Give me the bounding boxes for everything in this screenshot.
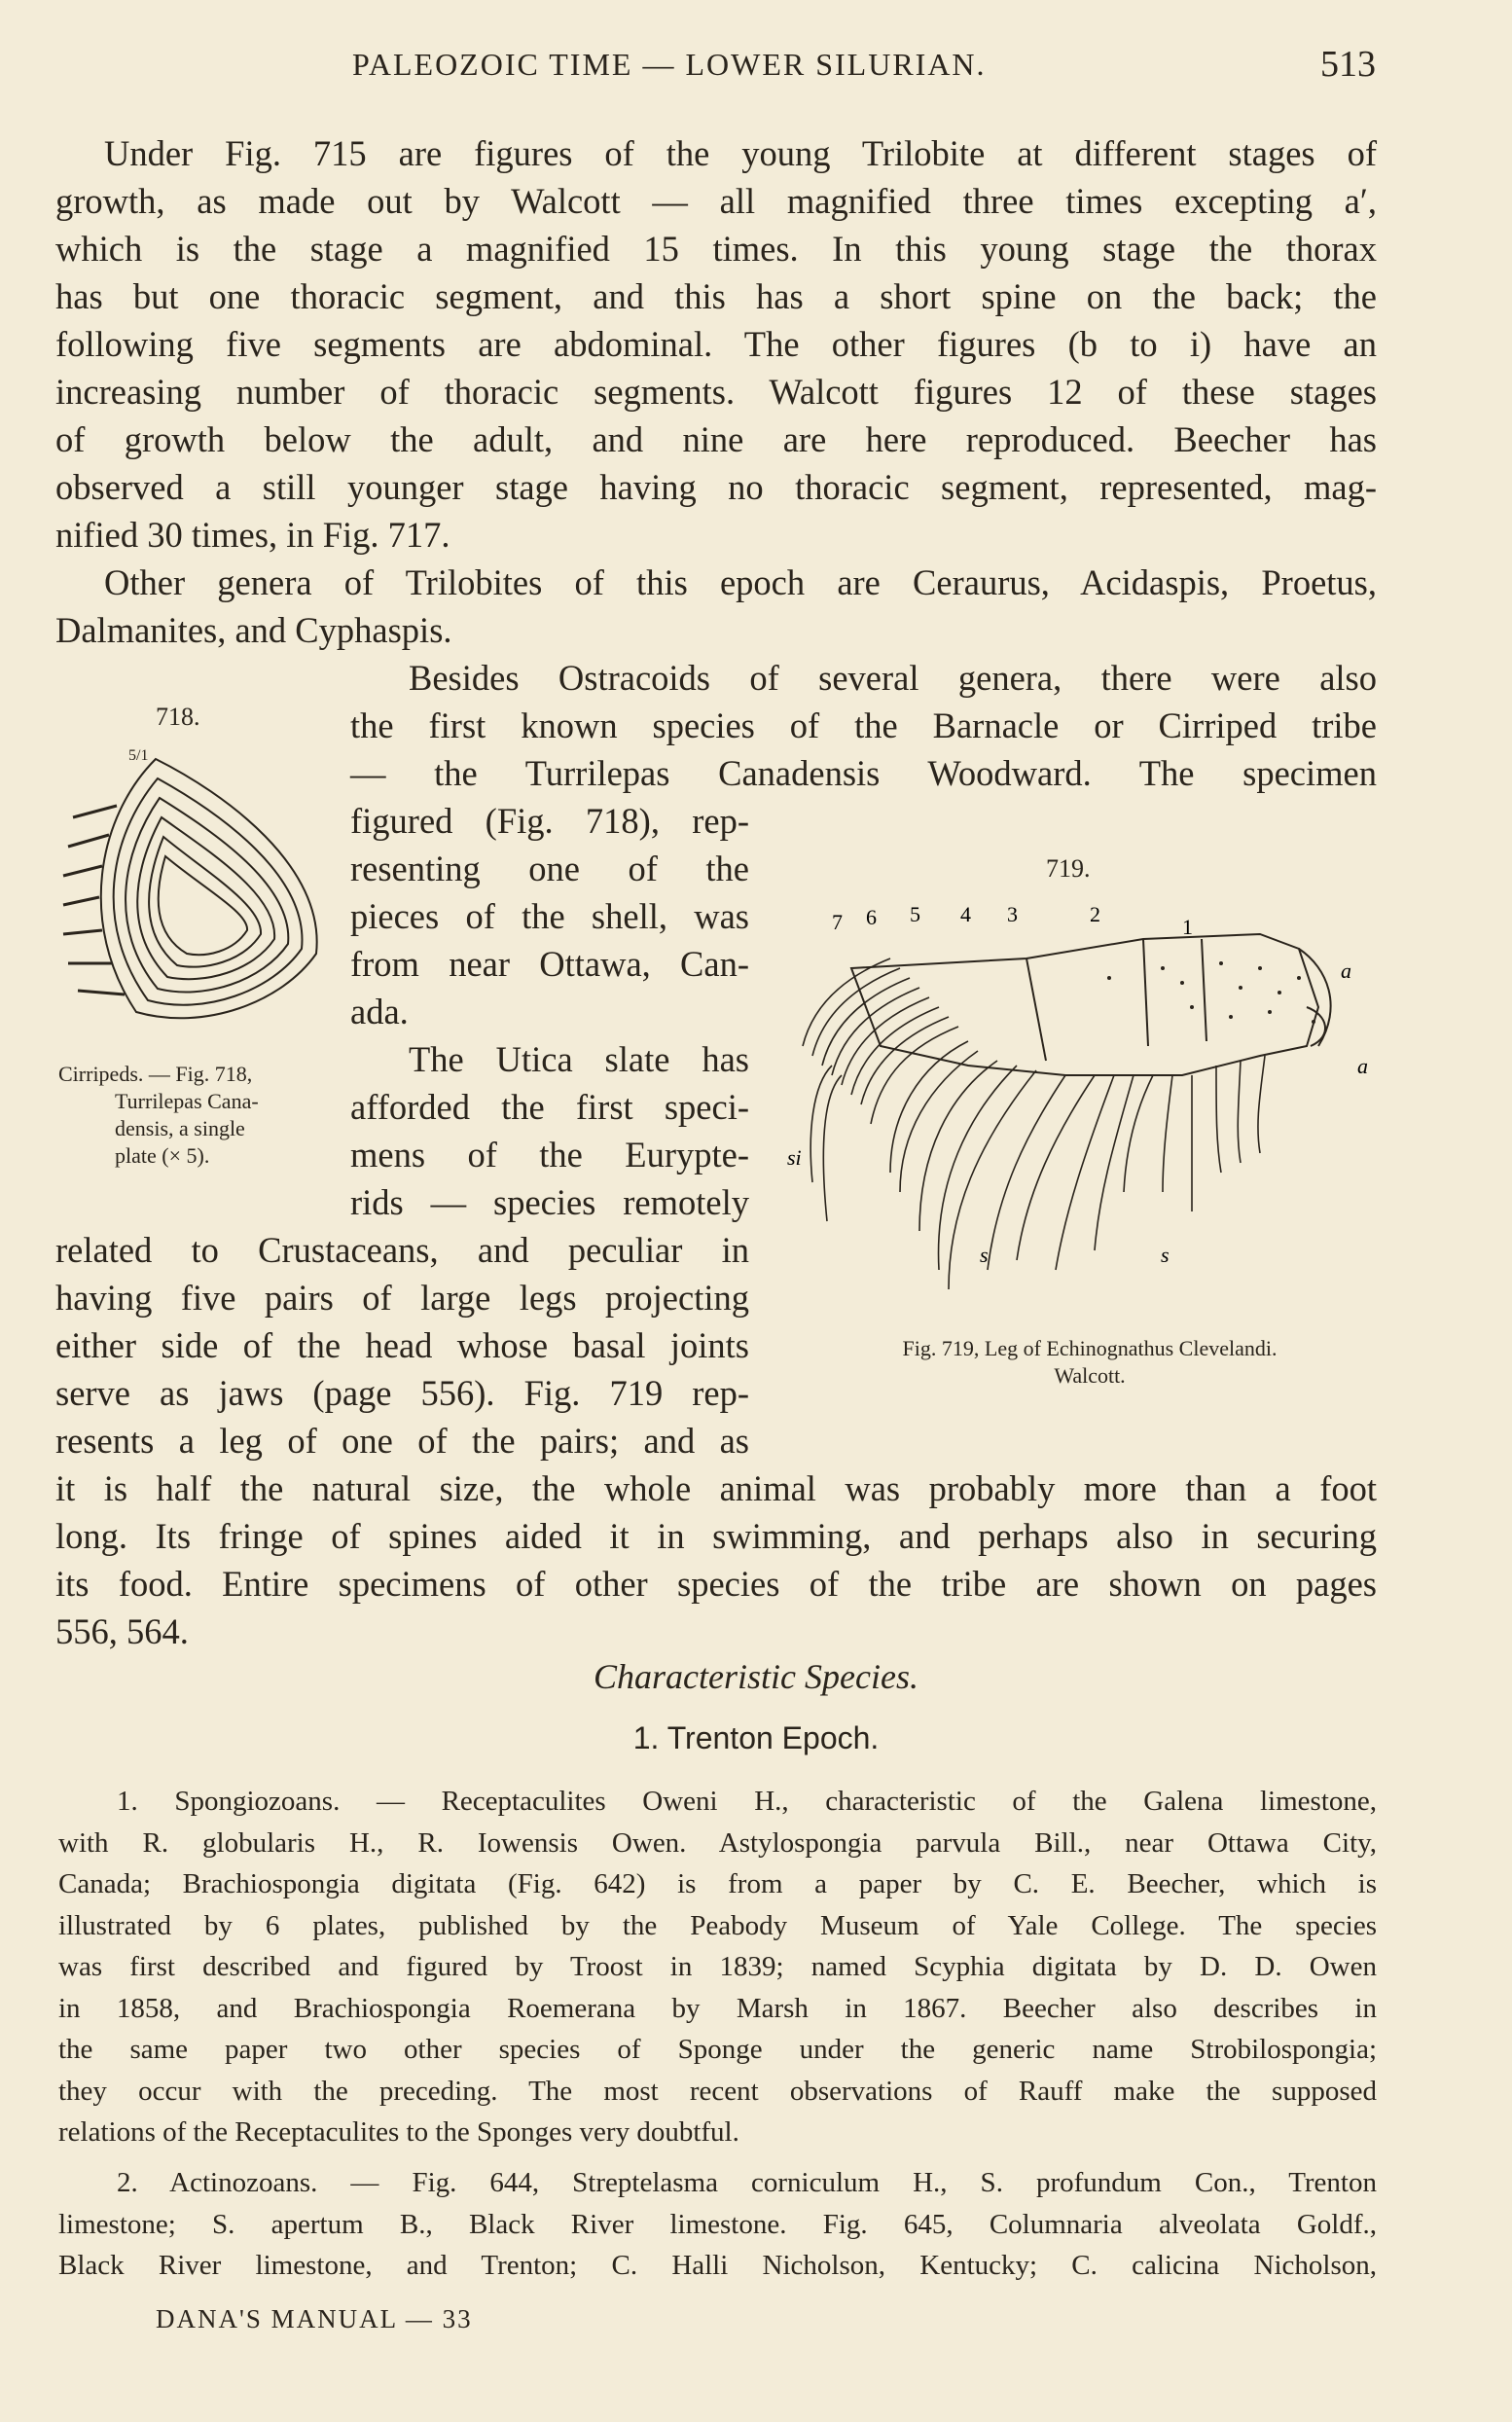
text-line: The Utica slate has: [409, 1039, 749, 1079]
segment-label: 3: [1007, 902, 1018, 926]
text-line: with R. globularis H., R. Iowensis Owen. Astylospongia parvula Bill., near Ottawa City,: [58, 1826, 1377, 1859]
paragraph-trilobite-growth: [55, 129, 1377, 559]
caption-line: Walcott.: [1054, 1363, 1126, 1388]
text-line: was first described and figured by Troost in 1839; named Scyphia digitata by D. D. Owen: [58, 1951, 1377, 1982]
text-line: in 1858, and Brachiospongia Roemerana by Marsh in 1867. Beecher also describes in: [58, 1992, 1377, 2024]
text-line: Canada; Brachiospongia digitata (Fig. 642) is from a paper by C. E. Beecher, which is: [58, 1868, 1377, 1899]
text-line: related to Crustaceans, and peculiar in: [55, 1230, 749, 1270]
text-line: either side of the head whose basal joints: [55, 1325, 749, 1365]
paragraph-eurypterids-mid: [55, 1226, 749, 1464]
text-line: 556, 564.: [55, 1611, 189, 1651]
part-label: a: [1357, 1054, 1368, 1078]
text-line: afforded the first speci-: [350, 1087, 749, 1127]
text-line: its food. Entire specimens of other species of the tribe are shown on pages: [55, 1564, 1377, 1604]
part-label: s: [980, 1243, 989, 1267]
text-line: 1. Spongiozoans. — Receptaculites Oweni H., characteristic of the Galena limestone,: [117, 1786, 1377, 1817]
text-line: growth, as made out by Walcott — all magnified three times excepting a′,: [55, 181, 1377, 221]
text-line: figured (Fig. 718), rep-: [350, 801, 749, 841]
part-label: s: [1161, 1243, 1170, 1267]
species-spongiozoans: [58, 1781, 1377, 2153]
text-line: the same paper two other species of Sponge under the generic name Strobilospongia;: [58, 2034, 1377, 2065]
text-line: rids — species remotely: [350, 1182, 749, 1222]
text-line: has but one thoracic segment, and this has a short spine on the back; the: [55, 276, 1377, 316]
text-line: 2. Actinozoans. — Fig. 644, Streptelasma corniculum H., S. profundum Con., Trenton: [117, 2167, 1377, 2198]
segment-label: 6: [866, 905, 877, 929]
segment-label: 4: [960, 902, 971, 926]
running-title: PALEOZOIC TIME — LOWER SILURIAN.: [352, 47, 987, 82]
text-line: resents a leg of one of the pairs; and as: [55, 1421, 749, 1461]
segment-label: 1: [1182, 915, 1193, 939]
text-line: which is the stage a magnified 15 times. In this young stage the thorax: [55, 229, 1377, 269]
species-actinozoans: [58, 2162, 1377, 2287]
segment-label: 5: [910, 902, 920, 926]
text-line: they occur with the preceding. The most recent observations of Rauff make the supposed: [58, 2075, 1377, 2107]
text-line: of growth below the adult, and nine are here reproduced. Beecher has: [55, 419, 1377, 459]
text-line: the first known species of the Barnacle or Cirriped tribe: [350, 705, 1377, 745]
text-line: Other genera of Trilobites of this epoch are Ceraurus, Acidaspis, Proetus,: [104, 562, 1377, 602]
text-line: from near Ottawa, Can-: [350, 944, 749, 984]
text-line: Under Fig. 715 are figures of the young Trilobite at different stages of: [104, 133, 1377, 173]
caption-line: densis, a single: [115, 1116, 245, 1140]
caption-line: Turrilepas Cana-: [115, 1089, 259, 1113]
text-line: serve as jaws (page 556). Fig. 719 rep-: [55, 1373, 749, 1413]
section-subtitle: 1. Trenton Epoch.: [632, 1720, 880, 1755]
section-title: Characteristic Species.: [594, 1657, 918, 1696]
figure-719-caption: [798, 1335, 1382, 1390]
text-line: following five segments are abdominal. The other figures (b to i) have an: [55, 324, 1377, 364]
text-line: Black River limestone, and Trenton; C. Halli Nicholson, Kentucky; C. calicina Nicholson,: [58, 2250, 1377, 2281]
text-line: it is half the natural size, the whole animal was probably more than a foot: [55, 1468, 1377, 1508]
figure-719-number: 719.: [1046, 854, 1091, 883]
paragraph-eurypterids-full: [55, 1464, 1377, 1655]
caption-line: Fig. 719, Leg of Echinognathus Clevelandi.: [902, 1336, 1278, 1360]
paragraph-eurypterids-narrow: [350, 1035, 749, 1226]
caption-line: Cirripeds. — Fig. 718,: [58, 1062, 253, 1086]
text-line: resenting one of the: [350, 849, 749, 888]
text-line: ada.: [350, 992, 409, 1031]
text-line: having five pairs of large legs projecting: [55, 1278, 749, 1318]
paragraph-barnacle-wide: [350, 654, 1377, 797]
text-line: long. Its fringe of spines aided it in swimming, and perhaps also in securing: [55, 1516, 1377, 1556]
stippling: [1107, 961, 1315, 1024]
figure-718-scale: 5/1: [128, 747, 149, 764]
running-head: [0, 44, 1512, 95]
eurypterid-leg-illustration: [774, 900, 1377, 1319]
text-line: limestone; S. apertum B., Black River limestone. Fig. 645, Columnaria alveolata Goldf.,: [58, 2208, 1377, 2240]
paragraph-other-genera: [55, 559, 1377, 654]
part-label: si: [787, 1145, 802, 1170]
text-line: observed a still younger stage having no thoracic segment, represented, mag-: [55, 467, 1377, 507]
text-line: illustrated by 6 plates, published by the Peabody Museum of Yale College. The species: [58, 1909, 1377, 1941]
text-line: Besides Ostracoids of several genera, there were also: [409, 658, 1377, 698]
part-label: a: [1341, 958, 1351, 983]
figure-718-caption: [58, 1061, 331, 1170]
text-line: — the Turrilepas Canadensis Woodward. The specimen: [350, 753, 1377, 793]
segment-label: 7: [832, 910, 843, 934]
barnacle-plate-illustration: [58, 740, 350, 1041]
text-line: increasing number of thoracic segments. Walcott figures 12 of these stages: [55, 372, 1377, 412]
text-line: mens of the Eurypte-: [350, 1135, 749, 1175]
text-line: Dalmanites, and Cyphaspis.: [55, 610, 452, 650]
text-line: pieces of the shell, was: [350, 896, 749, 936]
figure-718-number: 718.: [156, 703, 200, 731]
caption-line: plate (× 5).: [115, 1143, 210, 1168]
paragraph-barnacle-narrow: [350, 797, 749, 1035]
text-line: relations of the Receptaculites to the Sponges very doubtful.: [58, 2116, 739, 2148]
segment-label: 2: [1090, 902, 1100, 926]
signature-mark: DANA'S MANUAL — 33: [156, 2304, 473, 2333]
text-line: nified 30 times, in Fig. 717.: [55, 515, 450, 555]
page-number: 513: [1320, 44, 1376, 85]
